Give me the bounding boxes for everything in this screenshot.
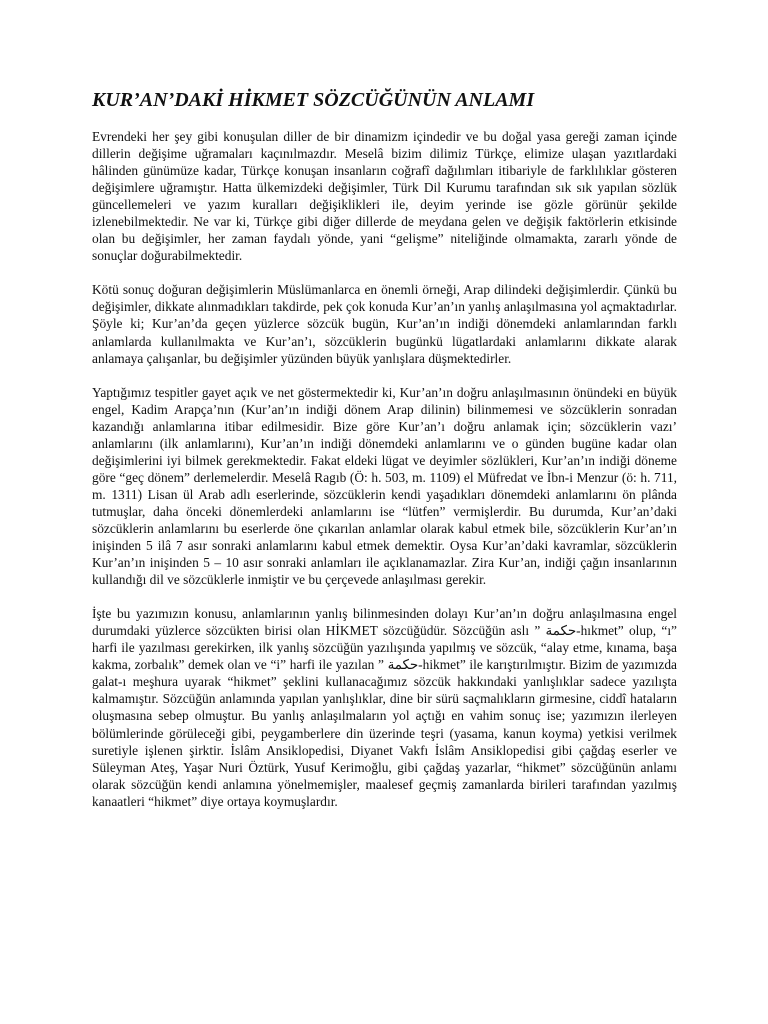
document-body [92, 128, 677, 827]
paragraph-3: Yaptığımız tespitler gayet açık ve net göstermektedir ki, Kur’an’ın doğru anlaşılmasının önündeki en büyük engel, Kadim Arapça’nın (Kur’an’ın indiği dönem Arap dilinin) bilinmemesi ve sözcüklerin sonradan kazandığı anlamlarına itibar edilmesidir. Bize göre Kur’an’ı doğru anlamak için; sözcüklerin vazı’ anlamlarını (ilk anlamlarını), Kur’an’ın indiği dönemdeki anlamlarını ve o günden bugüne kadar olan değişimlerini iyi bilmek gerekmektedir. Fakat eldeki lügat ve deyimler sözlükleri, Kur’an’ın indiği döneme göre “geç dönem” derlemelerdir. Meselâ Ragıb (Ö: h. 503, m. 1109) el Müfredat ve İbn-i Menzur (ö: h. 711, m. 1311) Lisan ül Arab adlı eserlerinde, sözcüklerin kendi yaşadıkları dönemdeki anlamlarını ön plânda tutmuşlar, daha önceki dönemlerdeki anlamlarını ise “lütfen” vermişlerdir. Bu durumda, Kur’an’daki sözcüklerin anlamlarını bu eserlerde öne çıkarılan anlamlar olarak kabul etmek bile, sözcüklerin Kur’an’ın inişinden 5 ilâ 7 asır sonraki anlamlarını kabul etmek demektir. Oysa Kur’an’daki kavramlar, sözcüklerin Kur’an’ın inişinden 5 – 10 asır sonraki anlamları ile açıklanamazlar. Zira Kur’an, indiği çağın insanlarının kullandığı dil ve sözcüklerle inmiştir ve bu çerçevede anlaşılması gerekir. [92, 384, 677, 588]
paragraph-2: Kötü sonuç doğuran değişimlerin Müslümanlarca en önemli örneği, Arap dilindeki değişimlerdir. Çünkü bu değişimler, dikkate alınmadıkları takdirde, pek çok konuda Kur’an’ın yanlış anlaşılmasına yol açmaktadırlar. Şöyle ki; Kur’an’da geçen yüzlerce sözcük bugün, Kur’an’ın indiği dönemdeki anlamlarından farklı anlamlarda kullanılmakta ve Kur’an’ı, sözcüklerin bugünkü lügatlardaki anlamlarını dikkate alarak anlamaya çalışanlar, bu değişimler yüzünden büyük yanlışlara düşmektedirler. [92, 282, 677, 366]
document-title: KUR’AN’DAKİ HİKMET SÖZCÜĞÜNÜN ANLAMI [92, 89, 535, 111]
paragraph-4: İşte bu yazımızın konusu, anlamlarının yanlış bilinmesinden dolayı Kur’an’ın doğru anlaşılmasına engel durumdaki yüzlerce sözcükten birisi olan HİKMET sözcüğüdür. Sözcüğün aslı ” حكمة-hıkmet” olup, “ı” harfi ile yazılması gerekirken, ilk yanlış sözcüğün yazılışında yapılmış ve sözcük, “alay etme, kınama, başa kakma, zorbalık” demek olan ve “i” harfi ile yazılan ” حكمة-hikmet” ile karıştırılmıştır. Bizim de yazımızda galat-ı meşhura uyarak “hikmet” şeklini kullanacağımız sözcük hakkındaki yanlışlıklar sadece yazılışta kalmamıştır. Sözcüğün anlamında yapılan yanlışlıklar, dine bir sürü saçmalıkların girmesine, ciddî hataların oluşmasına sebep olmuştur. Bu yanlış anlaşılmaların yol açtığı en vahim sonuç ise; yazımızın ilerleyen bölümlerinde görüleceği gibi, peygamberlere din üzerinde teşri (yasama, kanun koyma) yetkisi verilmek suretiyle işlenen şirktir. İslâm Ansiklopedisi, Diyanet Vakfı İslâm Ansiklopedisi gibi çağdaş eserler ve Süleyman Ateş, Yaşar Nuri Öztürk, Yusuf Kerimoğlu, gibi çağdaş yazarlar, “hikmet” sözcüğünün anlamı olarak sözcüğün kendi anlamına yönelmemişler, maalesef geçmiş zamanlarda birileri tarafından yazılmış kanaatleri “hikmet” diye ortaya koymuşlardır. [92, 606, 677, 809]
paragraph-1: Evrendeki her şey gibi konuşulan diller de bir dinamizm içindedir ve bu doğal yasa gereği zaman içinde dillerin değişime uğramaları kaçınılmazdır. Meselâ bizim dilimiz Türkçe, elimize ulaşan yazıtlardaki hâlinden günümüze kadar, Türkçe konuşan insanların coğrafî dağılımları itibariyle de farklılıklar gösteren değişimlere uğramıştır. Hatta ülkemizdeki değişimler, Türk Dil Kurumu tarafından sık sık yapılan sözlük güncellemeleri ve yazım kuralları değişiklikleri ile, deyim yerinde ise gözle görünür şekilde izlenebilmektedir. Ne var ki, Türkçe gibi diğer dillerde de meydana gelen ve değişik faktörlerin etkisinde olan bu değişimler, her zaman faydalı yönde, yani “gelişme” niteliğinde olmamakta, zararlı yönde de sonuçlar doğurabilmektedir. [92, 129, 677, 264]
